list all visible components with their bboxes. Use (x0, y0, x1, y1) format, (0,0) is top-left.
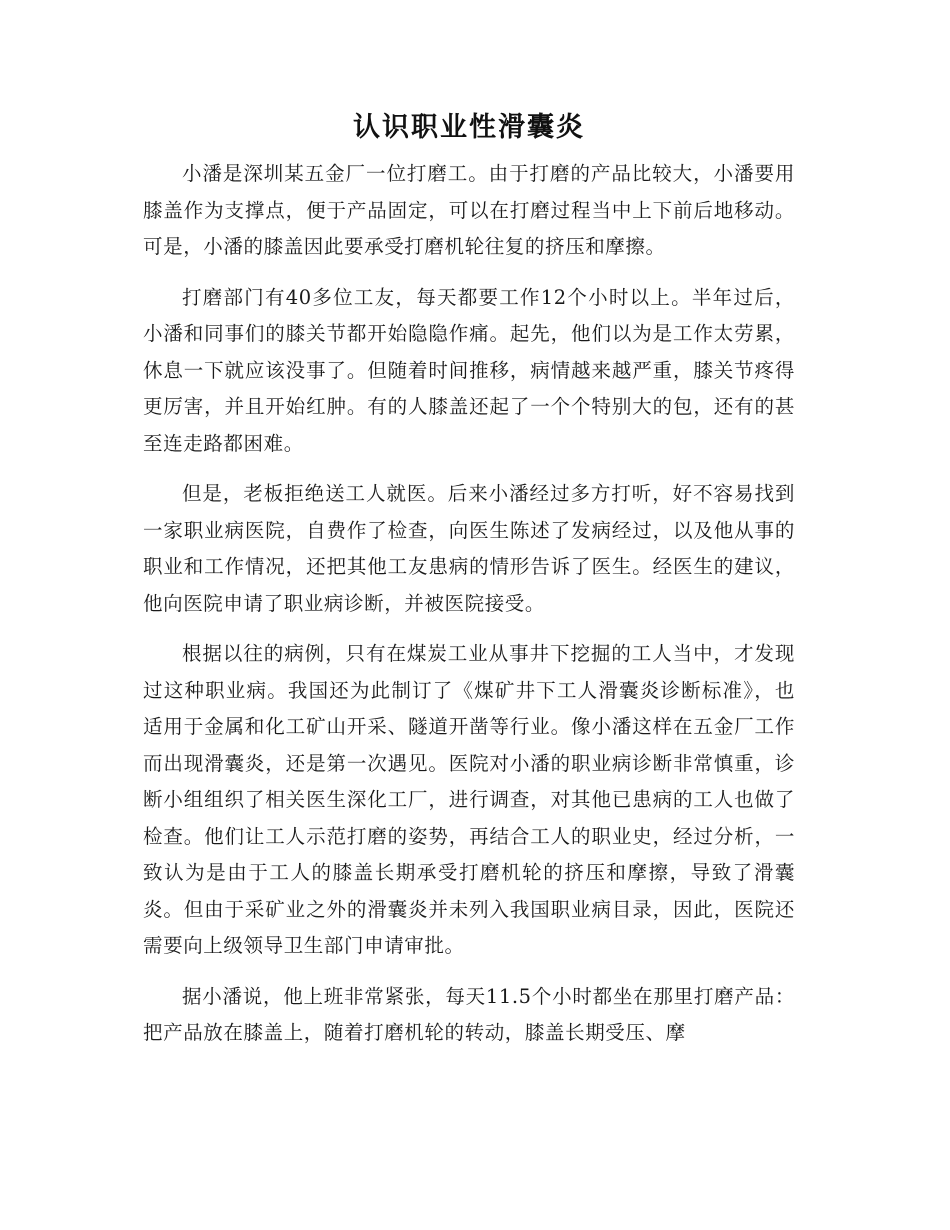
paragraph-3: 但是，老板拒绝送工人就医。后来小潘经过多方打听，好不容易找到一家职业病医院，自费作了检查，向医生陈述了发病经过，以及他从事的职业和工作情况，还把其他工友患病的情形告诉了医生。经医生的建议，他向医院申请了职业病诊断，并被医院接受。 (143, 482, 795, 615)
paragraph-1: 小潘是深圳某五金厂一位打磨工。由于打磨的产品比较大，小潘要用膝盖作为支撑点，便于产品固定，可以在打磨过程当中上下前后地移动。可是，小潘的膝盖因此要承受打磨机轮往复的挤压和摩擦。 (143, 162, 795, 258)
document-page (143, 108, 795, 1066)
paragraph-5: 据小潘说，他上班非常紧张，每天11.5个小时都坐在那里打磨产品：把产品放在膝盖上，随着打磨机轮的转动，膝盖长期受压、摩 (143, 984, 795, 1044)
paragraph-4: 根据以往的病例，只有在煤炭工业从事井下挖掘的工人当中，才发现过这种职业病。我国还为此制订了《煤矿井下工人滑囊炎诊断标准》，也适用于金属和化工矿山开采、隧道开凿等行业。像小潘这样在五金厂工作而出现滑囊炎，还是第一次遇见。医院对小潘的职业病诊断非常慎重，诊断小组组织了相关医生深化工厂，进行调查，对其他已患病的工人也做了检查。他们让工人示范打磨的姿势，再结合工人的职业史，经过分析，一致认为是由于工人的膝盖长期承受打磨机轮的挤压和摩擦，导致了滑囊炎。但由于采矿业之外的滑囊炎并未列入我国职业病目录，因此，医院还需要向上级领导卫生部门申请审批。 (143, 642, 795, 957)
document-title: 认识职业性滑囊炎 (353, 112, 585, 143)
paragraph-2: 打磨部门有40多位工友，每天都要工作12个小时以上。半年过后，小潘和同事们的膝关节都开始隐隐作痛。起先，他们以为是工作太劳累，休息一下就应该没事了。但随着时间推移，病情越来越严重，膝关节疼得更厉害，并且开始红肿。有的人膝盖还起了一个个特别大的包，还有的甚至连走路都困难。 (143, 285, 795, 455)
